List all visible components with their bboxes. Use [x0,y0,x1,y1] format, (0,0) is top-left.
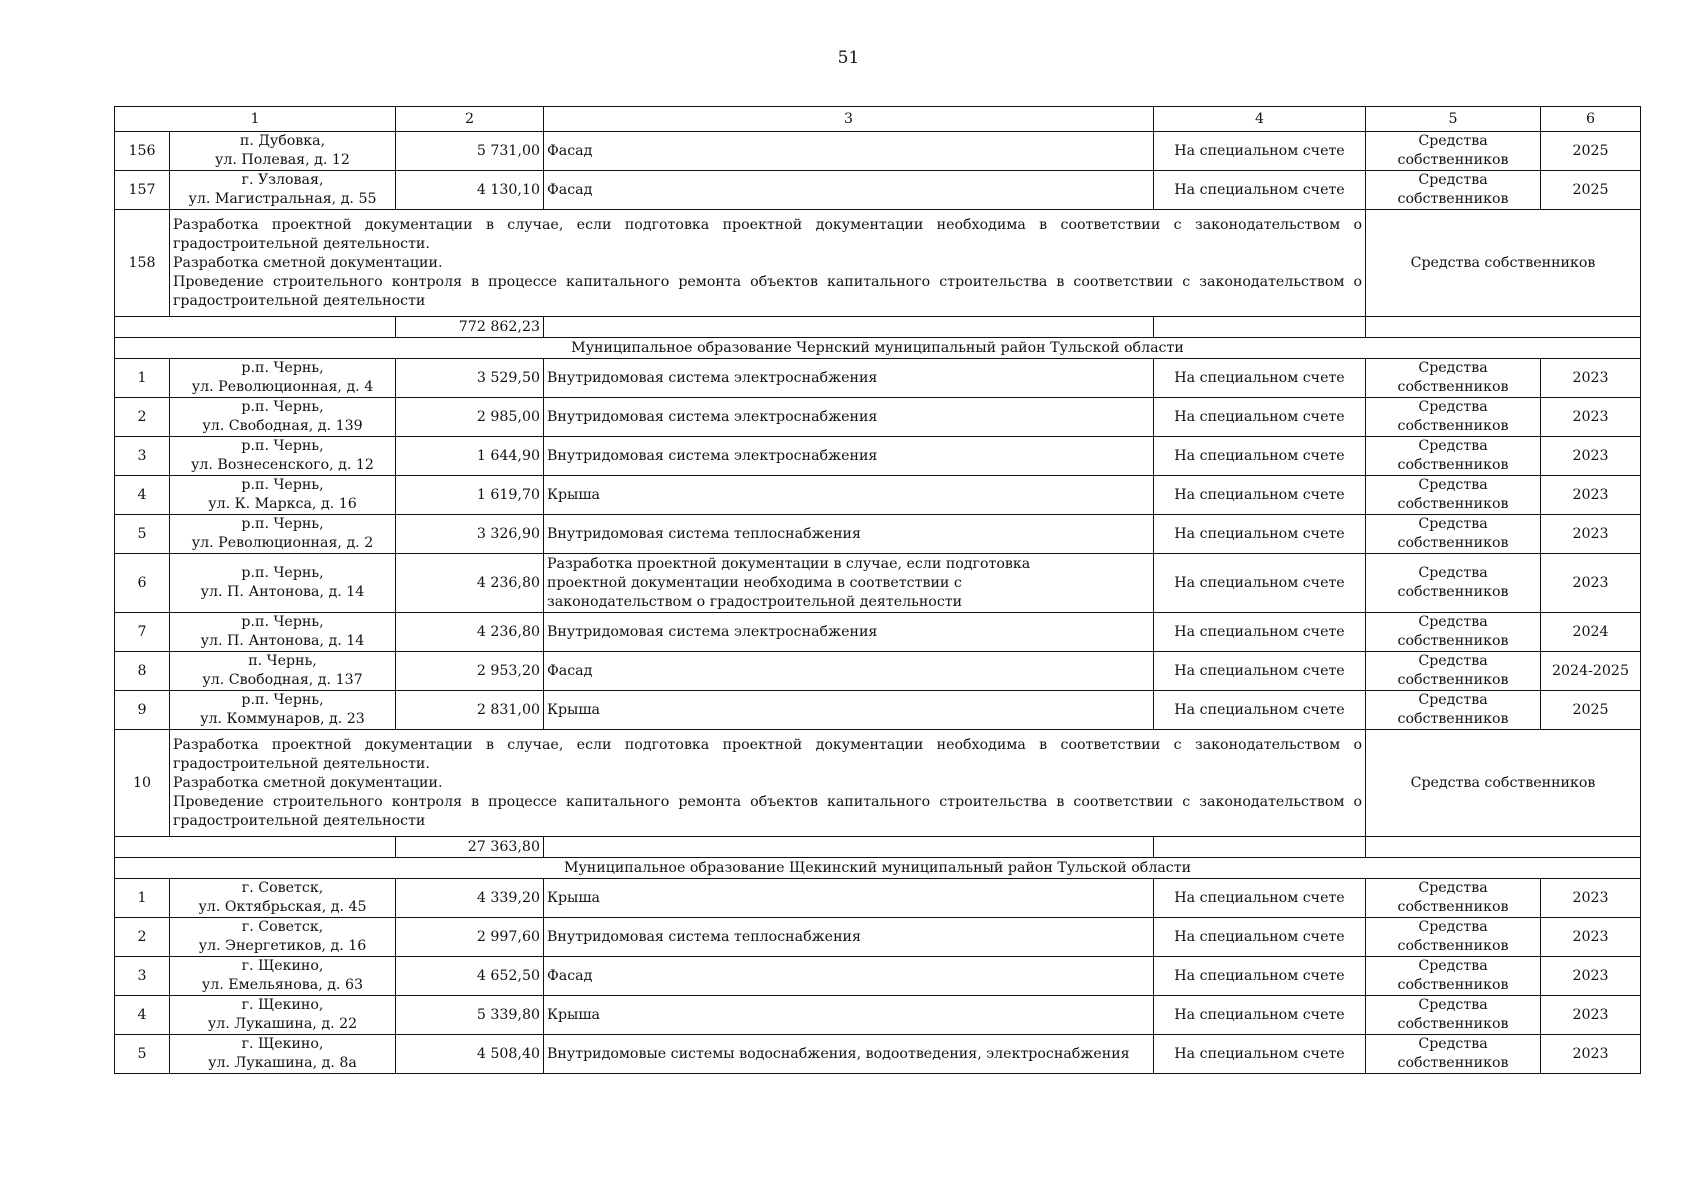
address-line-1: р.п. Чернь, [241,399,324,415]
address-line-2: ул. Лукашина, д. 22 [207,1016,358,1032]
funding-cell [1366,171,1541,210]
column-header-4: 4 [1154,107,1366,132]
project-documentation-row [115,730,1641,837]
total-label-cell [115,837,396,858]
address-line-1: р.п. Чернь, [241,438,324,454]
address-cell [170,359,396,398]
work-type-cell: Внутридомовая система электроснабжения [544,359,1154,398]
table-row [115,879,1641,918]
account-cell: На специальном счете [1154,918,1366,957]
address-line-2: ул. Вознесенского, д. 12 [191,457,374,473]
cost-cell: 2 831,00 [396,691,544,730]
row-number: 6 [115,554,170,613]
funding-line-2: собственников [1397,1016,1509,1032]
address-line-1: г. Узловая, [241,172,324,188]
account-cell: На специальном счете [1154,132,1366,171]
year-cell: 2024-2025 [1541,652,1641,691]
address-cell [170,476,396,515]
address-cell [170,1035,396,1074]
funding-cell [1366,515,1541,554]
address-line-2: ул. П. Антонова, д. 14 [200,584,365,600]
funding-line-2: собственников [1397,496,1509,512]
row-number: 1 [115,879,170,918]
table-row [115,957,1641,996]
funding-line-2: собственников [1397,418,1509,434]
empty-cell [1154,317,1366,338]
year-cell: 2023 [1541,398,1641,437]
address-line-2: ул. Октябрьская, д. 45 [198,899,367,915]
funding-line-1: Средства [1418,919,1488,935]
year-cell: 2023 [1541,515,1641,554]
cost-cell: 4 236,80 [396,554,544,613]
table-row [115,691,1641,730]
table-row [115,918,1641,957]
account-cell: На специальном счете [1154,515,1366,554]
account-cell: На специальном счете [1154,613,1366,652]
funding-line-1: Средства [1418,692,1488,708]
funding-line-1: Средства [1418,1036,1488,1052]
table-row [115,437,1641,476]
account-cell: На специальном счете [1154,879,1366,918]
municipality-title: Муниципальное образование Чернский муниципальный район Тульской области [115,338,1641,359]
address-line-1: г. Щекино, [241,958,324,974]
row-number: 2 [115,918,170,957]
column-header-3: 3 [544,107,1154,132]
address-cell [170,996,396,1035]
funding-line-2: собственников [1397,711,1509,727]
row-number: 7 [115,613,170,652]
cost-cell: 4 339,20 [396,879,544,918]
cost-cell: 2 997,60 [396,918,544,957]
address-cell [170,879,396,918]
cost-cell: 4 508,40 [396,1035,544,1074]
address-line-2: ул. К. Маркса, д. 16 [208,496,357,512]
address-line-1: г. Советск, [241,880,324,896]
year-cell: 2023 [1541,476,1641,515]
row-number: 156 [115,132,170,171]
funding-cell [1366,554,1541,613]
year-cell: 2023 [1541,554,1641,613]
empty-cell [544,317,1154,338]
row-number: 8 [115,652,170,691]
year-cell: 2025 [1541,691,1641,730]
funding-cell [1366,879,1541,918]
funding-cell [1366,359,1541,398]
year-cell: 2023 [1541,437,1641,476]
funding-line-2: собственников [1397,457,1509,473]
address-cell [170,613,396,652]
page-number: 51 [837,48,860,68]
note-line-1: Разработка проектной документации в случае, если подготовка проектной документации необходима в соответствии с законодательством о градостроительной деятельности. [173,216,1362,252]
funding-line-2: собственников [1397,977,1509,993]
funding-line-2: собственников [1397,1055,1509,1071]
work-type-cell: Фасад [544,132,1154,171]
row-number: 2 [115,398,170,437]
address-cell [170,171,396,210]
cost-cell: 1 644,90 [396,437,544,476]
funding-line-1: Средства [1418,133,1488,149]
address-line-2: ул. Магистральная, д. 55 [188,191,377,207]
note-line-3: Проведение строительного контроля в процессе капитального ремонта объектов капитального строительства в соответствии с законодательством о градостроительной деятельности [173,793,1362,829]
address-line-1: р.п. Чернь, [241,477,324,493]
capital-repair-table [114,106,1641,1074]
column-number-header-row [115,107,1641,132]
account-cell: На специальном счете [1154,398,1366,437]
account-cell: На специальном счете [1154,996,1366,1035]
note-line-2: Разработка сметной документации. [173,774,443,791]
funding-line-2: собственников [1397,379,1509,395]
funding-cell [1366,613,1541,652]
table-row [115,515,1641,554]
cost-cell: 3 529,50 [396,359,544,398]
cost-cell: 4 130,10 [396,171,544,210]
work-type-cell: Разработка проектной документации в случае, если подготовка проектной документации необходима в соответствии с законодательством о градостроительной деятельности [544,554,1154,613]
work-type-cell: Крыша [544,691,1154,730]
funding-line-2: собственников [1397,535,1509,551]
funding-line-1: Средства [1418,477,1488,493]
address-line-2: ул. Революционная, д. 4 [191,379,374,395]
column-header-5: 5 [1366,107,1541,132]
funding-line-1: Средства [1418,958,1488,974]
cost-cell: 5 339,80 [396,996,544,1035]
column-header-2: 2 [396,107,544,132]
project-documentation-text [170,210,1366,317]
work-type-cell: Крыша [544,996,1154,1035]
funding-cell [1366,691,1541,730]
row-number: 1 [115,359,170,398]
funding-cell [1366,918,1541,957]
funding-line-1: Средства [1418,997,1488,1013]
table-row [115,398,1641,437]
address-cell [170,515,396,554]
note-line-1: Разработка проектной документации в случае, если подготовка проектной документации необходима в соответствии с законодательством о градостроительной деятельности. [173,736,1362,772]
address-line-1: р.п. Чернь, [241,565,324,581]
address-line-2: ул. Емельянова, д. 63 [201,977,364,993]
cost-cell: 3 326,90 [396,515,544,554]
address-cell [170,398,396,437]
funding-line-2: собственников [1397,938,1509,954]
address-line-2: ул. Революционная, д. 2 [191,535,374,551]
funding-cell [1366,476,1541,515]
work-type-cell: Внутридомовая система электроснабжения [544,613,1154,652]
account-cell: На специальном счете [1154,554,1366,613]
funding-line-1: Средства [1418,653,1488,669]
address-line-1: г. Советск, [241,919,324,935]
address-line-2: ул. Полевая, д. 12 [215,152,350,168]
total-label-cell [115,317,396,338]
account-cell: На специальном счете [1154,476,1366,515]
table-row [115,613,1641,652]
address-line-2: ул. Свободная, д. 137 [202,672,363,688]
row-number: 5 [115,1035,170,1074]
year-cell: 2023 [1541,1035,1641,1074]
funding-line-1: Средства [1418,565,1488,581]
note-line-3: Проведение строительного контроля в процессе капитального ремонта объектов капитального строительства в соответствии с законодательством о градостроительной деятельности [173,273,1362,309]
address-line-2: ул. Коммунаров, д. 23 [200,711,365,727]
address-cell [170,918,396,957]
work-type-cell: Крыша [544,879,1154,918]
row-number: 5 [115,515,170,554]
address-line-2: ул. П. Антонова, д. 14 [200,633,365,649]
funding-line-1: Средства [1418,614,1488,630]
year-cell: 2025 [1541,171,1641,210]
address-cell [170,437,396,476]
address-line-1: р.п. Чернь, [241,516,324,532]
work-type-cell: Внутридомовая система электроснабжения [544,398,1154,437]
table-row [115,554,1641,613]
total-row [115,837,1641,858]
table-row [115,359,1641,398]
empty-cell [1366,317,1641,338]
address-line-1: р.п. Чернь, [241,614,324,630]
project-documentation-row [115,210,1641,317]
total-cost: 772 862,23 [396,317,544,338]
work-type-cell: Фасад [544,957,1154,996]
column-header-6: 6 [1541,107,1641,132]
cost-cell: 4 652,50 [396,957,544,996]
row-number: 9 [115,691,170,730]
address-line-2: ул. Лукашина, д. 8а [208,1055,357,1071]
funding-line-1: Средства [1418,172,1488,188]
funding-cell [1366,437,1541,476]
year-cell: 2024 [1541,613,1641,652]
funding-cell: Средства собственников [1366,730,1641,837]
account-cell: На специальном счете [1154,437,1366,476]
funding-line-2: собственников [1397,899,1509,915]
work-type-cell: Внутридомовая система теплоснабжения [544,515,1154,554]
funding-line-2: собственников [1397,191,1509,207]
work-type-cell: Внутридомовая система электроснабжения [544,437,1154,476]
address-line-1: п. Дубовка, [239,133,326,149]
row-number: 4 [115,996,170,1035]
funding-line-1: Средства [1418,880,1488,896]
address-line-2: ул. Энергетиков, д. 16 [198,938,367,954]
address-line-1: п. Чернь, [248,653,317,669]
address-line-1: р.п. Чернь, [241,360,324,376]
account-cell: На специальном счете [1154,1035,1366,1074]
project-documentation-text [170,730,1366,837]
row-number: 157 [115,171,170,210]
address-line-2: ул. Свободная, д. 139 [202,418,363,434]
empty-cell [1154,837,1366,858]
address-line-1: г. Щекино, [241,1036,324,1052]
section-header-row [115,338,1641,359]
address-cell [170,652,396,691]
empty-cell [1366,837,1641,858]
account-cell: На специальном счете [1154,691,1366,730]
table-row [115,132,1641,171]
address-line-1: р.п. Чернь, [241,692,324,708]
year-cell: 2025 [1541,132,1641,171]
funding-line-1: Средства [1418,438,1488,454]
funding-line-1: Средства [1418,399,1488,415]
empty-cell [544,837,1154,858]
cost-cell: 2 985,00 [396,398,544,437]
account-cell: На специальном счете [1154,359,1366,398]
cost-cell: 4 236,80 [396,613,544,652]
work-type-cell: Крыша [544,476,1154,515]
account-cell: На специальном счете [1154,652,1366,691]
funding-cell [1366,132,1541,171]
address-cell [170,957,396,996]
cost-cell: 1 619,70 [396,476,544,515]
funding-line-1: Средства [1418,360,1488,376]
address-cell [170,132,396,171]
funding-line-2: собственников [1397,672,1509,688]
column-header-1: 1 [115,107,396,132]
account-cell: На специальном счете [1154,171,1366,210]
work-type-cell: Внутридомовая система теплоснабжения [544,918,1154,957]
funding-line-2: собственников [1397,584,1509,600]
work-type-cell: Внутридомовые системы водоснабжения, водоотведения, электроснабжения [544,1035,1154,1074]
table-row [115,996,1641,1035]
total-row [115,317,1641,338]
work-type-cell: Фасад [544,652,1154,691]
year-cell: 2023 [1541,957,1641,996]
address-cell [170,691,396,730]
cost-cell: 2 953,20 [396,652,544,691]
work-type-cell: Фасад [544,171,1154,210]
row-number: 10 [115,730,170,837]
row-number: 3 [115,437,170,476]
address-line-1: г. Щекино, [241,997,324,1013]
funding-line-1: Средства [1418,516,1488,532]
table-row [115,476,1641,515]
funding-cell [1366,957,1541,996]
address-cell [170,554,396,613]
funding-cell [1366,652,1541,691]
funding-cell [1366,398,1541,437]
funding-line-2: собственников [1397,152,1509,168]
table-row [115,1035,1641,1074]
year-cell: 2023 [1541,918,1641,957]
table-row [115,652,1641,691]
municipality-title: Муниципальное образование Щекинский муниципальный район Тульской области [115,858,1641,879]
section-header-row [115,858,1641,879]
row-number: 158 [115,210,170,317]
funding-cell [1366,996,1541,1035]
total-cost: 27 363,80 [396,837,544,858]
year-cell: 2023 [1541,879,1641,918]
funding-line-2: собственников [1397,633,1509,649]
funding-cell [1366,1035,1541,1074]
year-cell: 2023 [1541,359,1641,398]
row-number: 3 [115,957,170,996]
table-row [115,171,1641,210]
year-cell: 2023 [1541,996,1641,1035]
funding-cell: Средства собственников [1366,210,1641,317]
cost-cell: 5 731,00 [396,132,544,171]
row-number: 4 [115,476,170,515]
note-line-2: Разработка сметной документации. [173,254,443,271]
account-cell: На специальном счете [1154,957,1366,996]
